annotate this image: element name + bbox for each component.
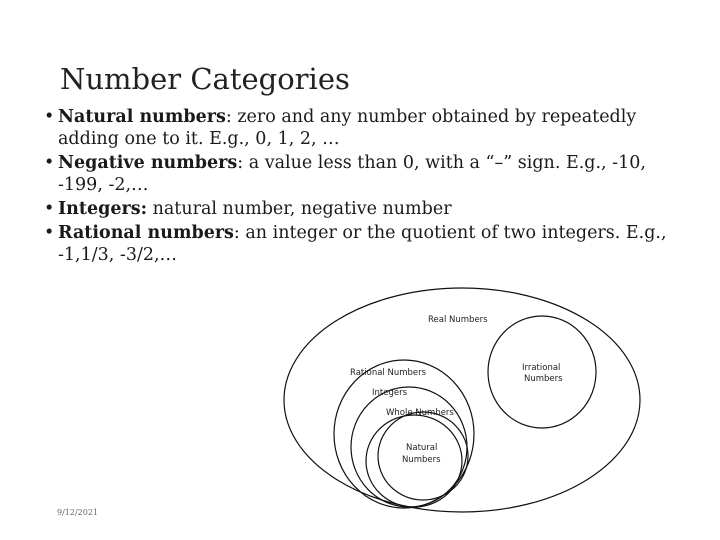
bullet-rational-numbers — [44, 222, 674, 266]
bullet-term: Natural numbers — [58, 107, 226, 127]
bullet-negative-numbers — [44, 152, 674, 196]
bullet-text: : zero and any number obtained by repeatedly adding one to it. E.g., 0, 1, 2, … — [58, 107, 637, 149]
bullet-dot: • — [44, 223, 55, 243]
bullet-natural-numbers — [44, 106, 674, 150]
bullet-text: : a value less than 0, with a “–” sign. E.g., -10, -199, -2,… — [58, 153, 646, 195]
bullet-text: natural number, negative number — [147, 199, 452, 219]
slide-title: Number Categories — [60, 62, 350, 96]
footer-date: 9/12/2021 — [57, 508, 99, 517]
natural-label-line2: Numbers — [402, 455, 441, 465]
bullet-term: Negative numbers — [58, 153, 238, 173]
bullet-dot: • — [44, 153, 55, 173]
bullet-list — [44, 106, 674, 268]
rational-numbers-label: Rational Numbers — [350, 368, 427, 378]
irrational-label-line2: Numbers — [524, 374, 563, 384]
bullet-term: Integers: — [58, 199, 148, 219]
integers-label: Integers — [372, 388, 408, 398]
real-numbers-label: Real Numbers — [428, 315, 488, 325]
number-sets-diagram — [280, 282, 700, 532]
bullet-text: : an integer or the quotient of two integers. E.g., -1,1/3, -3/2,… — [58, 223, 667, 265]
bullet-dot: • — [44, 199, 55, 219]
bullet-dot: • — [44, 107, 55, 127]
whole-numbers-label: Whole Numbers — [386, 408, 454, 418]
bullet-term: Rational numbers — [58, 223, 234, 243]
irrational-label-line1: Irrational — [522, 363, 561, 373]
bullet-integers — [44, 198, 674, 220]
natural-label-line1: Natural — [406, 443, 438, 453]
